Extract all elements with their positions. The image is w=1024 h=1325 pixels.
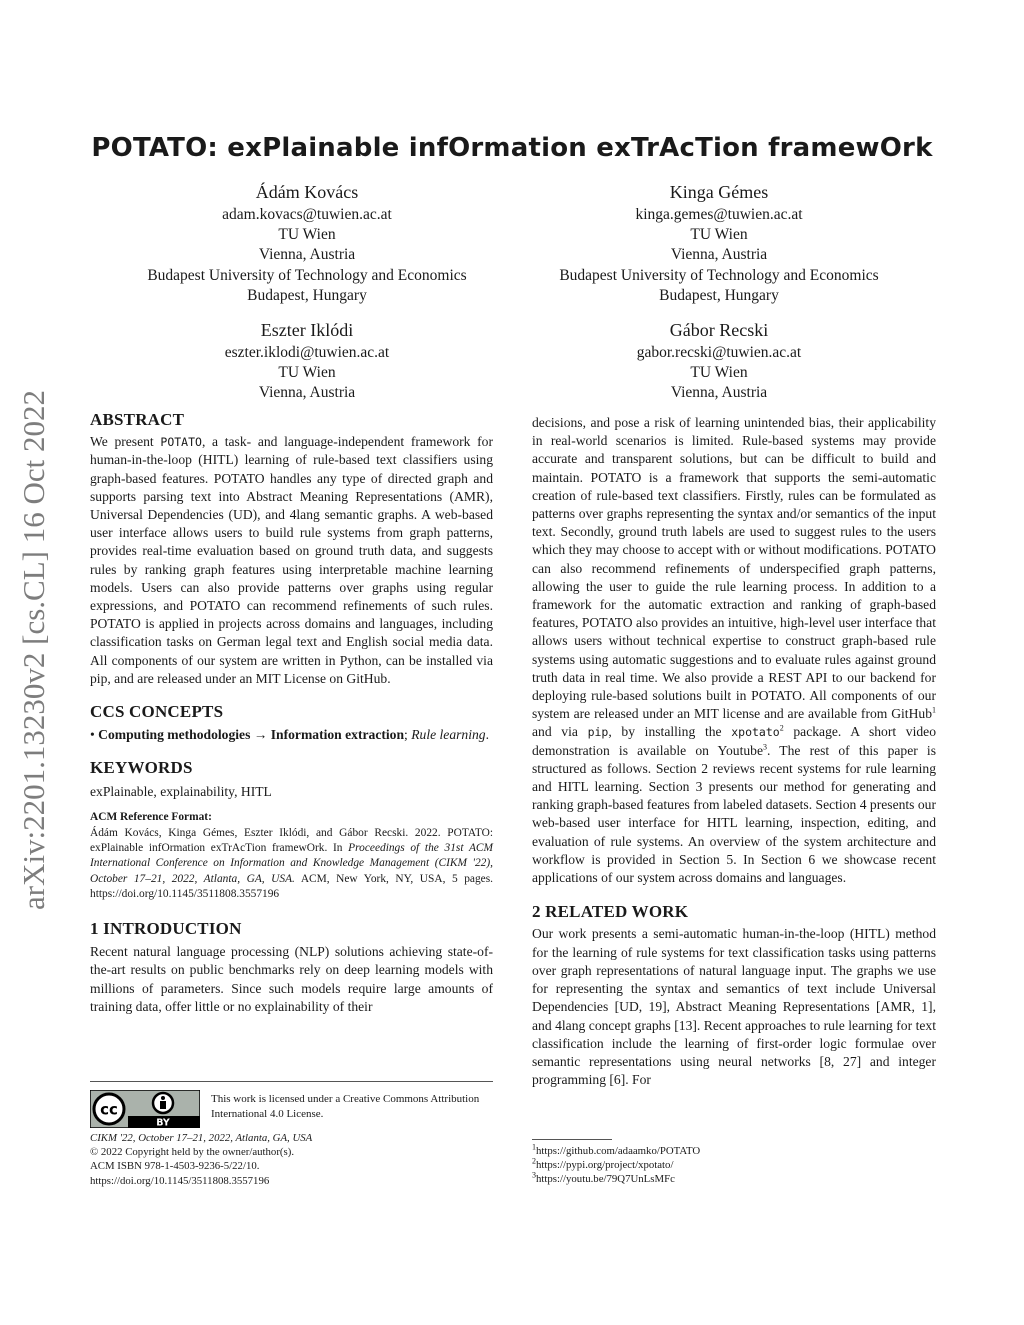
author-block <box>97 317 517 404</box>
author-location: Vienna, Austria <box>258 246 356 264</box>
license-block <box>90 1081 493 1128</box>
author-email: gabor.recski@tuwien.ac.at <box>636 344 802 361</box>
footnote: $^3$https://youtu.be/79Q7UnLsMFc <box>532 1170 675 1186</box>
right-column <box>532 414 936 1089</box>
author-email: kinga.gemes@tuwien.ac.at <box>635 206 803 223</box>
arxiv-identifier: arXiv:2201.13230v2 [cs.CL] 16 Oct 2022 <box>16 389 51 911</box>
author-affiliation: Budapest University of Technology and Economics <box>559 266 879 284</box>
footnote: $^1$https://github.com/adaamko/POTATO <box>532 1142 701 1157</box>
author-affiliation: TU Wien <box>690 364 748 382</box>
cc-by-badge-icon <box>90 1090 200 1128</box>
author-email: adam.kovacs@tuwien.ac.at <box>222 206 392 223</box>
author-name: Eszter Iklódi <box>260 320 354 340</box>
ccs-heading: CCS CONCEPTS <box>90 702 224 722</box>
author-block <box>509 179 929 306</box>
author-affiliation: TU Wien <box>690 226 748 244</box>
intro-heading: 1 INTRODUCTION <box>90 919 242 939</box>
footnote: $^2$https://pypi.org/project/xpotato/ <box>532 1156 674 1172</box>
author-location: Vienna, Austria <box>670 384 768 402</box>
author-affiliation: Budapest University of Technology and Economics <box>147 266 467 284</box>
author-location: Budapest, Hungary <box>247 286 367 304</box>
author-location: Vienna, Austria <box>258 384 356 402</box>
abstract-text: We present POTATO, a task- and language-independent framework for human-in-the-loop (HITL) learning of rule-based text classifiers using graph-based features. POTATO handles any type of directed graph and supports parsing text into Abstract Meaning Representations (AMR), Universal Dependencies (UD), and 4lang semantic graphs. A web-based user interface allows users to build rule systems from graph patterns, provides real-time evaluation based on ground truth data, and suggests rules by ranking graph features using interpretable machine learning models. Users can also provide patterns over graphs using regular expressions, and POTATO can recommend refinements of such rules. POTATO is applied in projects across domains and languages, including classification tasks on German legal text and English social media data. All components of our system are written in Python, can be installed via pip, and are released under an MIT License on GitHub. <box>90 434 493 686</box>
imprint <box>90 1131 493 1188</box>
xpotato-code: xpotato <box>731 725 780 740</box>
footnote-marker: 2 <box>779 723 784 733</box>
acm-reference-text: Ádám Kovács, Kinga Gémes, Eszter Iklódi, and Gábor Recski. 2022. POTATO: exPlainable infOrmation exTrAcTion framewOrk. In Proceedings of the 31st ACM International Conference on Information and Knowledge Management (CIKM '22), October 17–21, 2022, Atlanta, GA, USA. ACM, New York, NY, USA, 5 pages. https://doi.org/10.1145/3511808.3557196 <box>90 827 493 900</box>
cc-label: cc <box>100 1100 118 1119</box>
related-work-heading: 2 RELATED WORK <box>532 902 689 922</box>
by-label: BY <box>156 1117 170 1128</box>
imprint-copyright: © 2022 Copyright held by the owner/author(s). <box>90 1146 295 1159</box>
author-location: Vienna, Austria <box>670 246 768 264</box>
ccs-text: • Computing methodologies → Information extraction; Rule learning. <box>90 727 489 743</box>
acm-reference-heading: ACM Reference Format: <box>90 810 212 823</box>
author-location: Budapest, Hungary <box>659 286 779 304</box>
footnote-marker: 3 <box>763 742 768 752</box>
footnotes <box>532 1144 936 1187</box>
footnote-divider <box>532 1139 612 1140</box>
potato-code: POTATO <box>160 435 202 450</box>
author-name: Gábor Recski <box>669 320 769 340</box>
related-work-text: Our work presents a semi-automatic human-in-the-loop (HITL) method for the learning of rule systems for text classification tasks using patterns over graph representations of natural language input. The graphs we use for representing the syntax and semantics of text include Universal Dependencies [UD, 19], Abstract Meaning Representations [AMR, 1], and 4lang concept graphs [13]. Recent approaches to rule learning for text classification include the learning of first-order logic formulae over semantic representations using neural networks [8, 27] and integer programming [6]. For <box>532 926 936 1088</box>
author-block <box>97 179 517 306</box>
author-name: Ádám Kovács <box>255 182 359 202</box>
author-email: eszter.iklodi@tuwien.ac.at <box>224 344 390 361</box>
paper-title: POTATO: exPlainable infOrmation exTrAcTion framewOrk <box>91 133 933 163</box>
left-column <box>90 411 493 1016</box>
author-name: Kinga Gémes <box>669 182 769 202</box>
footnote-marker: 1 <box>932 705 936 715</box>
keywords-text: exPlainable, explainability, HITL <box>90 783 272 799</box>
imprint-venue: CIKM '22, October 17–21, 2022, Atlanta, GA, USA <box>90 1132 313 1144</box>
author-block <box>509 317 929 404</box>
author-affiliation: TU Wien <box>278 226 336 244</box>
intro-text-left: Recent natural language processing (NLP) solutions achieving state-of-the-art results on public benchmarks rely on deep learning models with millions of parameters. Since such models require large amounts of training data, offer little or no explainability of their <box>90 944 493 1014</box>
imprint-doi: https://doi.org/10.1145/3511808.3557196 <box>90 1174 270 1187</box>
abstract-heading: ABSTRACT <box>90 410 185 429</box>
author-affiliation: TU Wien <box>278 364 336 382</box>
pip-code: pip <box>587 725 609 740</box>
keywords-heading: KEYWORDS <box>90 758 193 778</box>
intro-text-right: decisions, and pose a risk of learning unintended bias, their applicability in real-world scenarios is limited. Rule-based systems may provide accurate and transparent solutions, but can be difficult to build and maintain. POTATO is a framework that supports the semi-automatic creation of rule-based text classifiers. Firstly, rules can be formulated as patterns over graphs representing the syntax and/or semantics of the input text. Secondly, ground truth labels are used to suggest rules to the users which they may choose to accept with or without modifications. POTATO can also recommend refinements of underspecified graph patterns, allowing the user to guide the rule learning process. In addition to a framework for the automatic extraction and ranking of graph-based features, POTATO also provides an intuitive, high-level user interface that allows users without technical expertise to construct graph-based rule systems using automatic suggestions and to evaluate rules against ground truth data in real time. We also provide a REST API to our backend for deploying rule-based solutions built in POTATO. All components of our system are released under an MIT license and are available from GitHub$^1$ and via pip, by installing the xpotato$^2$ package. A short video demonstration is available on Youtube$^3$. The rest of this paper is structured as follows. Section 2 reviews recent systems for rule learning and HITL learning. Section 3 presents our method for generating and ranking graph-based features from labeled datasets. Section 4 presents our web-based user interface for HITL learning, inspection, editing, and evaluation of rule systems. An overview of the system architecture and workflow is provided in Section 5. In Section 6 we showcase recent applications of our system across domains and languages. <box>532 415 936 886</box>
license-text: This work is licensed under a Creative Commons Attribution International 4.0 License. <box>211 1093 480 1120</box>
imprint-isbn: ACM ISBN 978-1-4503-9236-5/22/10. <box>90 1160 260 1173</box>
